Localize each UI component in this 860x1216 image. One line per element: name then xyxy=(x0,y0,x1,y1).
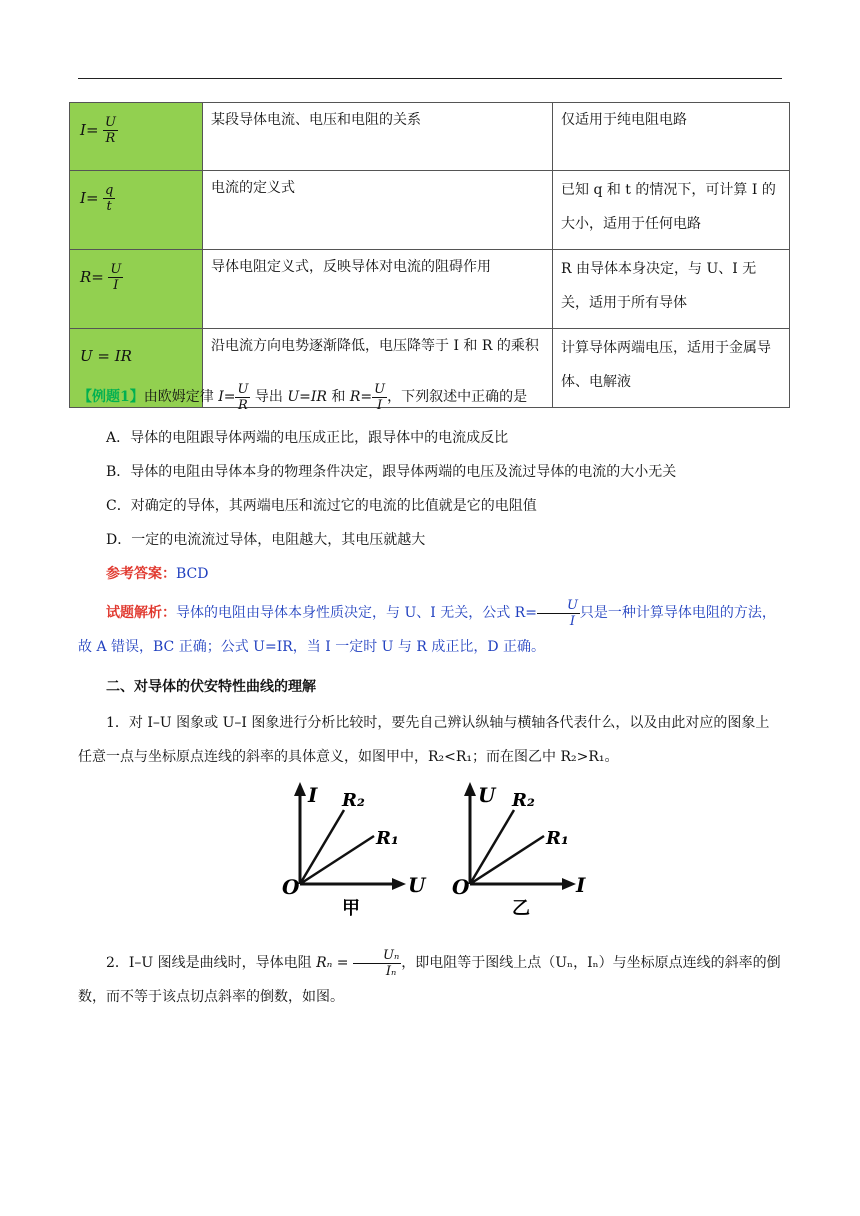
answer-value: BCD xyxy=(176,566,209,582)
note-cell: 已知 q 和 t 的情况下，可计算 I 的大小，适用于任何电路 xyxy=(553,171,790,250)
formula-table xyxy=(69,102,790,408)
option-b: B．导体的电阻由导体本身的物理条件决定，跟导体两端的电压及流过导体的电流的大小无关 xyxy=(106,464,677,480)
graph-jia xyxy=(280,780,426,920)
description-cell: 沿电流方向电势逐渐降低，电压降等于 I 和 R 的乘积 xyxy=(203,329,553,408)
svg-text:R₂: R₂ xyxy=(342,790,365,811)
graph-yi xyxy=(450,780,590,920)
svg-text:U: U xyxy=(408,873,426,897)
analysis: 试题解析：导体的电阻由导体本身性质决定，与 U、I 无关，公式 R= $\frac{U}{I}$ 只是一种计算导体电阻的方法， 故 A 错误，BC 正确；公式 U=IR，当 I 一定时 U 与 R 成正比，D 正确。 xyxy=(78,597,776,655)
example-stem: 【例题1】由欧姆定律 I= $\frac{U}{R}$ 导出 U=IR 和 R= $\frac{U}{I}$ ，下列叙述中正确的是 xyxy=(78,381,528,413)
formula-cell: I= $\frac{U}{R}$ xyxy=(70,103,203,171)
section-heading: 二、对导体的伏安特性曲线的理解 xyxy=(106,679,316,695)
note-cell: 仅适用于纯电阻电路 xyxy=(553,103,790,171)
answer-label: 参考答案： xyxy=(106,566,176,582)
line-r1 xyxy=(470,836,544,884)
line-r1 xyxy=(300,836,374,884)
section-paragraph-1: 1．对 I–U 图象或 U–I 图象进行分析比较时，要先自己辨认纵轴与横轴各代表什么，以及由此对应的图象上任意一点与坐标原点连线的斜率的具体意义，如图甲中，R₂<R₁；而在图乙中 R₂>R₁。 xyxy=(78,715,770,765)
answer-line xyxy=(78,557,782,591)
svg-text:乙: 乙 xyxy=(512,898,530,919)
table-row xyxy=(70,250,790,329)
table-row xyxy=(70,103,790,171)
svg-text:O: O xyxy=(452,875,470,899)
analysis-label: 试题解析： xyxy=(106,605,176,621)
svg-text:甲: 甲 xyxy=(342,898,360,919)
formula-lhs: I xyxy=(80,121,86,139)
formula-cell: U = IR xyxy=(70,329,203,408)
formula-cell: R= $\frac{U}{I}$ xyxy=(70,250,203,329)
line-r2 xyxy=(300,810,344,884)
svg-text:U: U xyxy=(478,783,496,807)
svg-text:I: I xyxy=(576,873,586,897)
formula-cell: I= $\frac{q}{t}$ xyxy=(70,171,203,250)
formula-fraction: $\frac{\text{Uₙ}}{\text{Iₙ}}$ xyxy=(353,948,401,979)
line-r2 xyxy=(470,810,514,884)
note-cell: 计算导体两端电压，适用于金属导体、电解液 xyxy=(553,329,790,408)
section-paragraph-2: 2．I–U 图线是曲线时，导体电阻 Rₙ = $\frac{\text{Uₙ}}{\text{Iₙ}}$ ，即电阻等于图线上点（Uₙ，Iₙ）与坐标原点连线的斜率的倒数，而不等于该点切点斜率的倒数，如图。 xyxy=(78,947,781,1005)
option-d: D．一定的电流流过导体，电阻越大，其电压就越大 xyxy=(106,532,426,548)
formula-fraction: $\frac{U}{R}$ xyxy=(104,114,116,146)
svg-text:O: O xyxy=(282,875,300,899)
formula-fraction: $\frac{U}{I}$ xyxy=(374,381,386,413)
table-row xyxy=(70,171,790,250)
header-rule xyxy=(78,78,782,79)
description-cell: 某段导体电流、电压和电阻的关系 xyxy=(203,103,553,171)
description-cell: 电流的定义式 xyxy=(203,171,553,250)
svg-text:R₁: R₁ xyxy=(376,828,399,849)
formula-fraction: $\frac{U}{I}$ xyxy=(110,261,122,293)
option-c: C．对确定的导体，其两端电压和流过它的电流的比值就是它的电阻值 xyxy=(106,498,537,514)
formula-fraction: $\frac{U}{I}$ xyxy=(537,598,580,629)
description-cell: 导体电阻定义式，反映导体对电流的阻碍作用 xyxy=(203,250,553,329)
formula-fraction: $\frac{U}{R}$ xyxy=(237,381,249,413)
option-a: A．导体的电阻跟导体两端的电压成正比，跟导体中的电流成反比 xyxy=(106,430,509,446)
example-tag: 【例题1】 xyxy=(78,389,144,405)
formula-fraction: $\frac{q}{t}$ xyxy=(104,182,114,214)
note-cell: R 由导体本身决定，与 U、I 无关，适用于所有导体 xyxy=(553,250,790,329)
svg-text:R₂: R₂ xyxy=(512,790,535,811)
svg-text:R₁: R₁ xyxy=(546,828,569,849)
svg-text:I: I xyxy=(308,783,318,807)
